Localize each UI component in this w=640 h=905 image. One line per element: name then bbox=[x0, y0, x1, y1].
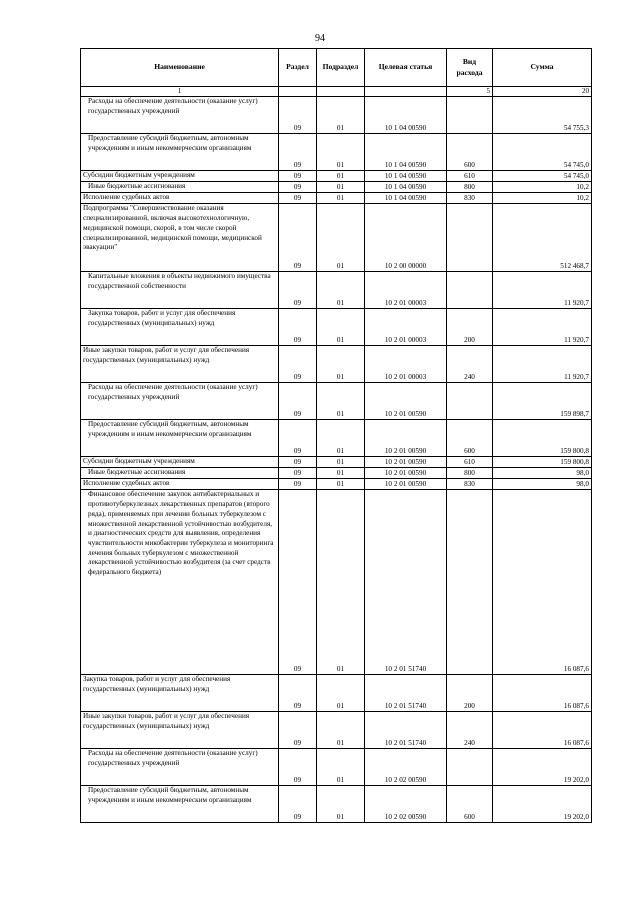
row-name bbox=[81, 786, 279, 823]
row-subsection: 01 bbox=[317, 468, 365, 479]
table-row bbox=[81, 193, 592, 204]
table-header-row bbox=[81, 49, 592, 87]
row-expense-type: 800 bbox=[447, 468, 493, 479]
row-name bbox=[81, 383, 279, 420]
row-name-text: Предоставление субсидий бюджетным, автономным учреждениям и иным некоммерческим организациям bbox=[88, 134, 252, 153]
row-section: 09 bbox=[279, 346, 317, 383]
row-name-text: Закупка товаров, работ и услуг для обеспечения государственных (муниципальных) нужд bbox=[83, 675, 231, 694]
row-subsection: 01 bbox=[317, 134, 365, 171]
row-target-article: 10 2 01 00003 bbox=[365, 272, 447, 309]
row-expense-type: 800 bbox=[447, 182, 493, 193]
row-section: 09 bbox=[279, 193, 317, 204]
row-name-text: Исполнение судебных актов bbox=[83, 193, 170, 202]
row-section: 09 bbox=[279, 204, 317, 272]
row-name bbox=[81, 193, 279, 204]
row-name bbox=[81, 272, 279, 309]
row-name bbox=[81, 490, 279, 675]
table-row bbox=[81, 457, 592, 468]
row-name bbox=[81, 468, 279, 479]
row-expense-type: 830 bbox=[447, 479, 493, 490]
index-expense-type: 5 bbox=[447, 87, 493, 97]
row-section: 09 bbox=[279, 97, 317, 134]
row-target-article: 10 1 04 00590 bbox=[365, 182, 447, 193]
row-sum: 54 745,0 bbox=[493, 171, 592, 182]
row-section: 09 bbox=[279, 383, 317, 420]
table-row bbox=[81, 182, 592, 193]
row-name-text: Предоставление субсидий бюджетным, автономным учреждениям и иным некоммерческим организациям bbox=[88, 786, 252, 805]
row-target-article: 10 1 04 00590 bbox=[365, 134, 447, 171]
index-section bbox=[279, 87, 317, 97]
row-name bbox=[81, 457, 279, 468]
row-sum: 54 745,0 bbox=[493, 134, 592, 171]
row-name bbox=[81, 420, 279, 457]
table-row bbox=[81, 675, 592, 712]
table-row bbox=[81, 712, 592, 749]
row-expense-type bbox=[447, 97, 493, 134]
row-expense-type: 830 bbox=[447, 193, 493, 204]
row-expense-type: 610 bbox=[447, 171, 493, 182]
row-sum: 98,0 bbox=[493, 479, 592, 490]
row-target-article: 10 2 01 00590 bbox=[365, 479, 447, 490]
row-expense-type bbox=[447, 749, 493, 786]
row-sum: 98,0 bbox=[493, 468, 592, 479]
row-expense-type: 240 bbox=[447, 712, 493, 749]
row-target-article: 10 2 01 00590 bbox=[365, 420, 447, 457]
row-section: 09 bbox=[279, 786, 317, 823]
row-target-article: 10 2 01 51740 bbox=[365, 675, 447, 712]
row-section: 09 bbox=[279, 468, 317, 479]
row-sum: 11 920,7 bbox=[493, 272, 592, 309]
table-row bbox=[81, 309, 592, 346]
row-target-article: 10 2 02 00590 bbox=[365, 786, 447, 823]
row-target-article: 10 2 01 00003 bbox=[365, 346, 447, 383]
row-section: 09 bbox=[279, 420, 317, 457]
column-index-row bbox=[81, 87, 592, 97]
row-subsection: 01 bbox=[317, 182, 365, 193]
row-subsection: 01 bbox=[317, 97, 365, 134]
budget-table bbox=[80, 48, 592, 823]
row-subsection: 01 bbox=[317, 420, 365, 457]
row-section: 09 bbox=[279, 490, 317, 675]
row-sum: 11 920,7 bbox=[493, 309, 592, 346]
header-expense-type: Вид расхода bbox=[447, 49, 493, 87]
table-row bbox=[81, 272, 592, 309]
row-name-text: Иные закупки товаров, работ и услуг для обеспечения государственных (муниципальных) нужд bbox=[83, 346, 250, 365]
row-name-text: Исполнение судебных актов bbox=[83, 479, 170, 488]
row-target-article: 10 2 01 00003 bbox=[365, 309, 447, 346]
row-expense-type: 600 bbox=[447, 420, 493, 457]
row-target-article: 10 2 01 00590 bbox=[365, 468, 447, 479]
row-target-article: 10 2 01 51740 bbox=[365, 490, 447, 675]
row-subsection: 01 bbox=[317, 171, 365, 182]
row-subsection: 01 bbox=[317, 479, 365, 490]
row-sum: 54 755,3 bbox=[493, 97, 592, 134]
row-sum: 16 087,6 bbox=[493, 490, 592, 675]
row-name-text: Иные бюджетные ассигнования bbox=[88, 182, 186, 191]
row-name-text: Расходы на обеспечение деятельности (оказание услуг) государственных учреждений bbox=[88, 749, 258, 768]
row-expense-type: 200 bbox=[447, 675, 493, 712]
row-expense-type bbox=[447, 272, 493, 309]
row-expense-type: 600 bbox=[447, 134, 493, 171]
row-subsection: 01 bbox=[317, 749, 365, 786]
table-row bbox=[81, 204, 592, 272]
row-name bbox=[81, 182, 279, 193]
row-name bbox=[81, 134, 279, 171]
table-row bbox=[81, 97, 592, 134]
row-subsection: 01 bbox=[317, 490, 365, 675]
table-row bbox=[81, 479, 592, 490]
row-target-article: 10 2 02 00590 bbox=[365, 749, 447, 786]
row-expense-type bbox=[447, 383, 493, 420]
row-section: 09 bbox=[279, 712, 317, 749]
row-section: 09 bbox=[279, 272, 317, 309]
row-subsection: 01 bbox=[317, 786, 365, 823]
row-expense-type bbox=[447, 490, 493, 675]
table-row bbox=[81, 134, 592, 171]
row-expense-type: 200 bbox=[447, 309, 493, 346]
row-subsection: 01 bbox=[317, 383, 365, 420]
row-subsection: 01 bbox=[317, 346, 365, 383]
row-sum: 11 920,7 bbox=[493, 346, 592, 383]
header-sum: Сумма bbox=[493, 49, 592, 87]
header-subsection: Подраздел bbox=[317, 49, 365, 87]
row-name bbox=[81, 346, 279, 383]
row-target-article: 10 2 00 00000 bbox=[365, 204, 447, 272]
row-expense-type: 610 bbox=[447, 457, 493, 468]
row-name bbox=[81, 204, 279, 272]
index-sum: 20 bbox=[493, 87, 592, 97]
page-number: 94 bbox=[315, 33, 325, 44]
row-sum: 10,2 bbox=[493, 182, 592, 193]
row-name-text: Финансовое обеспечение закупок антибактериальных и противотуберкулезных лекарственных препаратов (второго ряда), применяемых при лечении больных туберкулезом с множественной лекарственной устойчивостью возбудителя, и диагностических средств для выявления, определения чувствительности микобактерии туберкулеза и мониторинга лечения больных туберкулезом с множественной лекарственной устойчивостью возбудителя (за счет средств федерального бюджета) bbox=[88, 490, 274, 577]
table-row bbox=[81, 346, 592, 383]
row-section: 09 bbox=[279, 675, 317, 712]
table-row bbox=[81, 786, 592, 823]
header-name: Наименование bbox=[81, 49, 279, 87]
row-section: 09 bbox=[279, 171, 317, 182]
row-sum: 19 202,0 bbox=[493, 749, 592, 786]
header-section: Раздел bbox=[279, 49, 317, 87]
row-subsection: 01 bbox=[317, 204, 365, 272]
row-name-text: Субсидии бюджетным учреждениям bbox=[83, 171, 195, 180]
table-row bbox=[81, 749, 592, 786]
row-name-text: Подпрограмма "Совершенствование оказания специализированной, включая высокотехнологичную, медицинской помощи, скорой, в том числе скорой специализированной, медицинской помощи, медицинской эвакуации" bbox=[83, 204, 262, 252]
row-sum: 159 800,8 bbox=[493, 420, 592, 457]
row-name bbox=[81, 97, 279, 134]
row-expense-type bbox=[447, 204, 493, 272]
row-name bbox=[81, 712, 279, 749]
row-section: 09 bbox=[279, 479, 317, 490]
row-section: 09 bbox=[279, 309, 317, 346]
row-name-text: Закупка товаров, работ и услуг для обеспечения государственных (муниципальных) нужд bbox=[88, 309, 236, 328]
row-section: 09 bbox=[279, 134, 317, 171]
index-subsection bbox=[317, 87, 365, 97]
row-name-text: Иные бюджетные ассигнования bbox=[88, 468, 186, 477]
row-section: 09 bbox=[279, 457, 317, 468]
row-subsection: 01 bbox=[317, 675, 365, 712]
row-name-text: Предоставление субсидий бюджетным, автономным учреждениям и иным некоммерческим организациям bbox=[88, 420, 252, 439]
row-name-text: Иные закупки товаров, работ и услуг для обеспечения государственных (муниципальных) нужд bbox=[83, 712, 250, 731]
row-sum: 16 087,6 bbox=[493, 675, 592, 712]
row-subsection: 01 bbox=[317, 272, 365, 309]
row-sum: 10,2 bbox=[493, 193, 592, 204]
index-name: 1 bbox=[81, 87, 279, 97]
index-article bbox=[365, 87, 447, 97]
row-name-text: Расходы на обеспечение деятельности (оказание услуг) государственных учреждений bbox=[88, 97, 258, 116]
row-target-article: 10 2 01 00590 bbox=[365, 383, 447, 420]
row-sum: 159 898,7 bbox=[493, 383, 592, 420]
row-target-article: 10 2 01 00590 bbox=[365, 457, 447, 468]
row-sum: 512 468,7 bbox=[493, 204, 592, 272]
table-row bbox=[81, 171, 592, 182]
table-row bbox=[81, 490, 592, 675]
row-subsection: 01 bbox=[317, 457, 365, 468]
row-name-text: Субсидии бюджетным учреждениям bbox=[83, 457, 195, 466]
row-subsection: 01 bbox=[317, 193, 365, 204]
row-name bbox=[81, 675, 279, 712]
row-target-article: 10 2 01 51740 bbox=[365, 712, 447, 749]
header-target-article: Целевая статья bbox=[365, 49, 447, 87]
row-name bbox=[81, 309, 279, 346]
row-target-article: 10 1 04 00590 bbox=[365, 97, 447, 134]
row-expense-type: 600 bbox=[447, 786, 493, 823]
row-sum: 16 087,6 bbox=[493, 712, 592, 749]
row-name-text: Расходы на обеспечение деятельности (оказание услуг) государственных учреждений bbox=[88, 383, 258, 402]
row-name bbox=[81, 171, 279, 182]
row-section: 09 bbox=[279, 182, 317, 193]
table-row bbox=[81, 468, 592, 479]
table-row bbox=[81, 420, 592, 457]
row-sum: 19 202,0 bbox=[493, 786, 592, 823]
row-name-text: Капитальные вложения в объекты недвижимого имущества государственной собственности bbox=[88, 272, 271, 291]
row-target-article: 10 1 04 00590 bbox=[365, 193, 447, 204]
row-section: 09 bbox=[279, 749, 317, 786]
row-name bbox=[81, 749, 279, 786]
row-expense-type: 240 bbox=[447, 346, 493, 383]
table-row bbox=[81, 383, 592, 420]
row-target-article: 10 1 04 00590 bbox=[365, 171, 447, 182]
row-subsection: 01 bbox=[317, 712, 365, 749]
row-sum: 159 800,8 bbox=[493, 457, 592, 468]
row-name bbox=[81, 479, 279, 490]
row-subsection: 01 bbox=[317, 309, 365, 346]
